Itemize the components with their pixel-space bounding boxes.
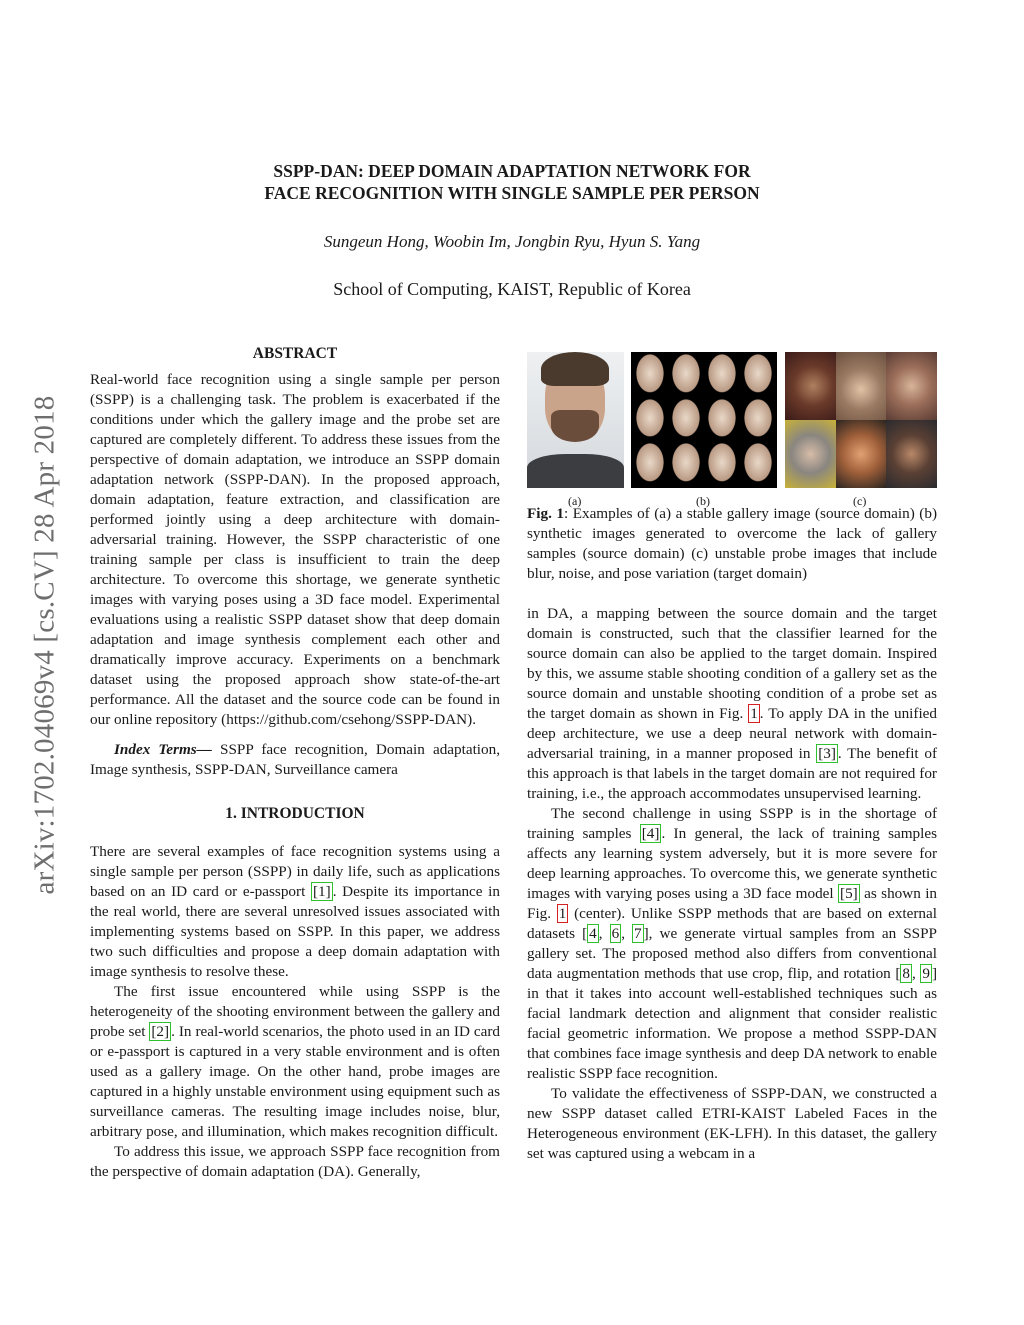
figure-shirt [527,454,624,488]
synthetic-images [631,352,777,488]
authors: Sungeun Hong, Woobin Im, Jongbin Ryu, Hyun S. Yang [323,232,701,251]
citation-link[interactable]: [3] [818,745,836,762]
rp1-c: . The benefit of this approach is that labels in the target domain are not required for training, i.e., the approach accommodates unsupervised learning. [527,745,937,802]
right-paragraph-3: To validate the effectiveness of SSPP-DAN, we constructed a new SSPP dataset called ETRI-KAIST Labeled Faces in the Heterogeneous environment (EK-LFH). In this dataset, the gallery set was captured using a webcam in a [527,1085,937,1162]
intro-paragraph-1 [90,842,500,982]
rp1-a: in DA, a mapping between the source domain and the target domain is constructed, such that the classifier learned for the source domain can also be applied to the target domain. Inspired by this, we assume stable shooting condition of a gallery set as the source domain and unstable shooting condition of a probe set as the target domain as shown in Fig. [527,605,937,722]
synthetic-face [705,443,739,486]
gallery-image [527,352,624,488]
figure-1 [527,352,937,508]
abstract-text: Real-world face recognition using a single sample per person (SSPP) is a challenging task. The problem is exacerbated if the conditions under which the gallery image and the probe set are captured are completely different. To address these issues from the perspective of domain adaptation, we introduce an SSPP domain adaptation network (SSPP-DAN). In the proposed approach, domain adaptation, feature extraction, and classification are performed jointly using a deep architecture with domain-adversarial training. However, the SSPP characteristic of one training sample per class is insufficient to train the deep architecture. To overcome this shortage, we generate synthetic images with varying poses using a 3D face model. Experimental evaluations using a realistic SSPP dataset show that deep domain adaptation and image synthesis complement each other and dramatically improve accuracy. Experiments on a benchmark dataset using the proposed approach show state-of-the-art performance. All the dataset and the source code can be found in our online repository (https://github.com/csehong/SSPP-DAN). [90,371,500,728]
title-line-2: FACE RECOGNITION WITH SINGLE SAMPLE PER PERSON [264,183,760,203]
citation-link[interactable]: 7 [634,925,642,942]
intro-p1-text-b: . Despite its importance in the real world, there are several unresolved issues associated with implementing systems based on SSPP. In this paper, we address two such difficulties and propose a deep domain adaptation with image synthesis to resolve these. [90,883,500,980]
intro-p2-text-b: . In real-world scenarios, the photo used in an ID card or e-passport is captured in a very stable environment and is often used as a gallery image. On the other hand, probe images are captured in a highly unstable environment using equipment such as surveillance cameras. The resulting image includes noise, blur, arbitrary pose, and illumination, which makes recognition difficult. [90,1023,500,1140]
rp2-e: ], we generate virtual samples from an SSPP gallery set. The proposed method also differs from conventional data augmentation methods that use crop, flip, and rotation [ [527,925,938,982]
synthetic-face [741,399,775,442]
synthetic-face [669,399,703,442]
synthetic-face [741,354,775,397]
introduction-heading: 1. INTRODUCTION [225,805,365,822]
arxiv-identifier [30,350,60,940]
probe-face [836,352,887,420]
intro-paragraph-3: To address this issue, we approach SSPP face recognition from the perspective of domain adaptation (DA). Generally, [90,1143,500,1180]
rp2-b: . In general, the lack of training samples affects any learning system adversely, but it is more severe for deep learning approaches. To overcome this, we generate synthetic images with varying poses using a 3D face model [527,825,937,902]
citation-link[interactable]: 8 [902,965,910,982]
citation-link[interactable]: [1] [312,883,331,900]
abstract-heading: ABSTRACT [252,345,338,362]
figure-link[interactable]: 1 [558,905,567,922]
synthetic-face [705,399,739,442]
right-column [527,352,937,1164]
arxiv-identifier-text: arXiv:1702.04069v4 [cs.CV] 28 Apr 2018 [28,395,61,895]
citation-link[interactable]: 4 [589,925,597,942]
rp2-a: The second challenge in using SSPP is in the shortage of training samples [527,805,937,842]
intro-p1-text-a: There are several examples of face recognition systems using a single sample per person (SSPP) in daily life, such as applications based on an ID card or e-passport [90,843,500,900]
index-terms [90,740,500,780]
left-column [90,344,500,1182]
paper-title [200,160,824,204]
rp1-b: . To apply DA in the unified deep architecture, we use a deep neural network with domain-adversarial training, in a manner proposed in [527,705,937,762]
citation-link[interactable]: [4] [641,825,660,842]
figure-link[interactable]: 1 [750,705,758,722]
caption-label: Fig. 1 [527,505,564,522]
probe-face [785,420,836,488]
probe-face [836,420,887,488]
synthetic-face [705,354,739,397]
right-paragraph-2: The second challenge in using SSPP is in the shortage of training samples [4] . In general, the lack of training samples affects any learning system adversely, but it is more severe for deep learning approaches. To overcome this, we generate synthetic images with varying poses using a 3D face model [5] as shown in Fig. 1 (center). Unlike SSPP methods that are based on external datasets [ 4 , 6 , 7 ], we generate virtual samples from an SSPP gallery set. The proposed method also differs from conventional data augmentation methods that use crop, flip, and rotation [ 8 , 9 ] in that it takes into account well-established techniques such as facial landmark detection and alignment that consider realistic facial geometric information. We propose a method SSPP-DAN that combines face image synthesis and deep DA network to enable realistic SSPP face recognition. [527,805,938,1082]
synthetic-face [633,443,667,486]
probe-face [886,420,937,488]
intro-paragraph-2 [90,982,500,1142]
rp2-d: (center). Unlike SSPP methods that are based on external datasets [ [527,905,937,942]
figure-hair [541,352,609,386]
caption-text: : Examples of (a) a stable gallery image (source domain) (b) synthetic images generated to overcome the lack of gallery samples (source domain) (c) unstable probe images that include blur, noise, and pose variation (target domain) [527,505,938,582]
figure-beard [551,410,599,442]
probe-face [785,352,836,420]
synthetic-face [633,354,667,397]
probe-face [886,352,937,420]
intro-p2-text-a: The first issue encountered while using SSPP is the heterogeneity of the shooting environment between the gallery and probe set [90,983,500,1040]
label-a: (a) [568,494,582,508]
synthetic-face [669,443,703,486]
citation-link[interactable]: 9 [922,965,930,982]
probe-images [785,352,937,488]
title-line-1: SSPP-DAN: DEEP DOMAIN ADAPTATION NETWORK FOR [273,161,751,181]
citation-link[interactable]: 6 [611,925,620,942]
figure-caption [527,504,937,584]
affiliation: School of Computing, KAIST, Republic of Korea [333,279,691,299]
label-b: (b) [696,494,710,508]
index-terms-text: SSPP face recognition, Domain adaptation, Image synthesis, SSPP-DAN, Surveillance camera [90,741,501,778]
synthetic-face [633,399,667,442]
citation-link[interactable]: [5] [840,885,858,902]
synthetic-face [669,354,703,397]
index-terms-label: Index Terms— [114,741,212,758]
right-paragraph-1 [527,604,937,804]
citation-link[interactable]: [2] [151,1023,170,1040]
rp2-c: as shown in Fig. [527,885,938,922]
rp2-f: ] in that it takes into account well-established techniques such as facial landmark detection and alignment that consider realistic facial geometric information. We propose a method SSPP-DAN that combines face image synthesis and deep DA network to enable realistic SSPP face recognition. [527,965,937,1082]
label-c: (c) [853,494,867,508]
synthetic-face [741,443,775,486]
